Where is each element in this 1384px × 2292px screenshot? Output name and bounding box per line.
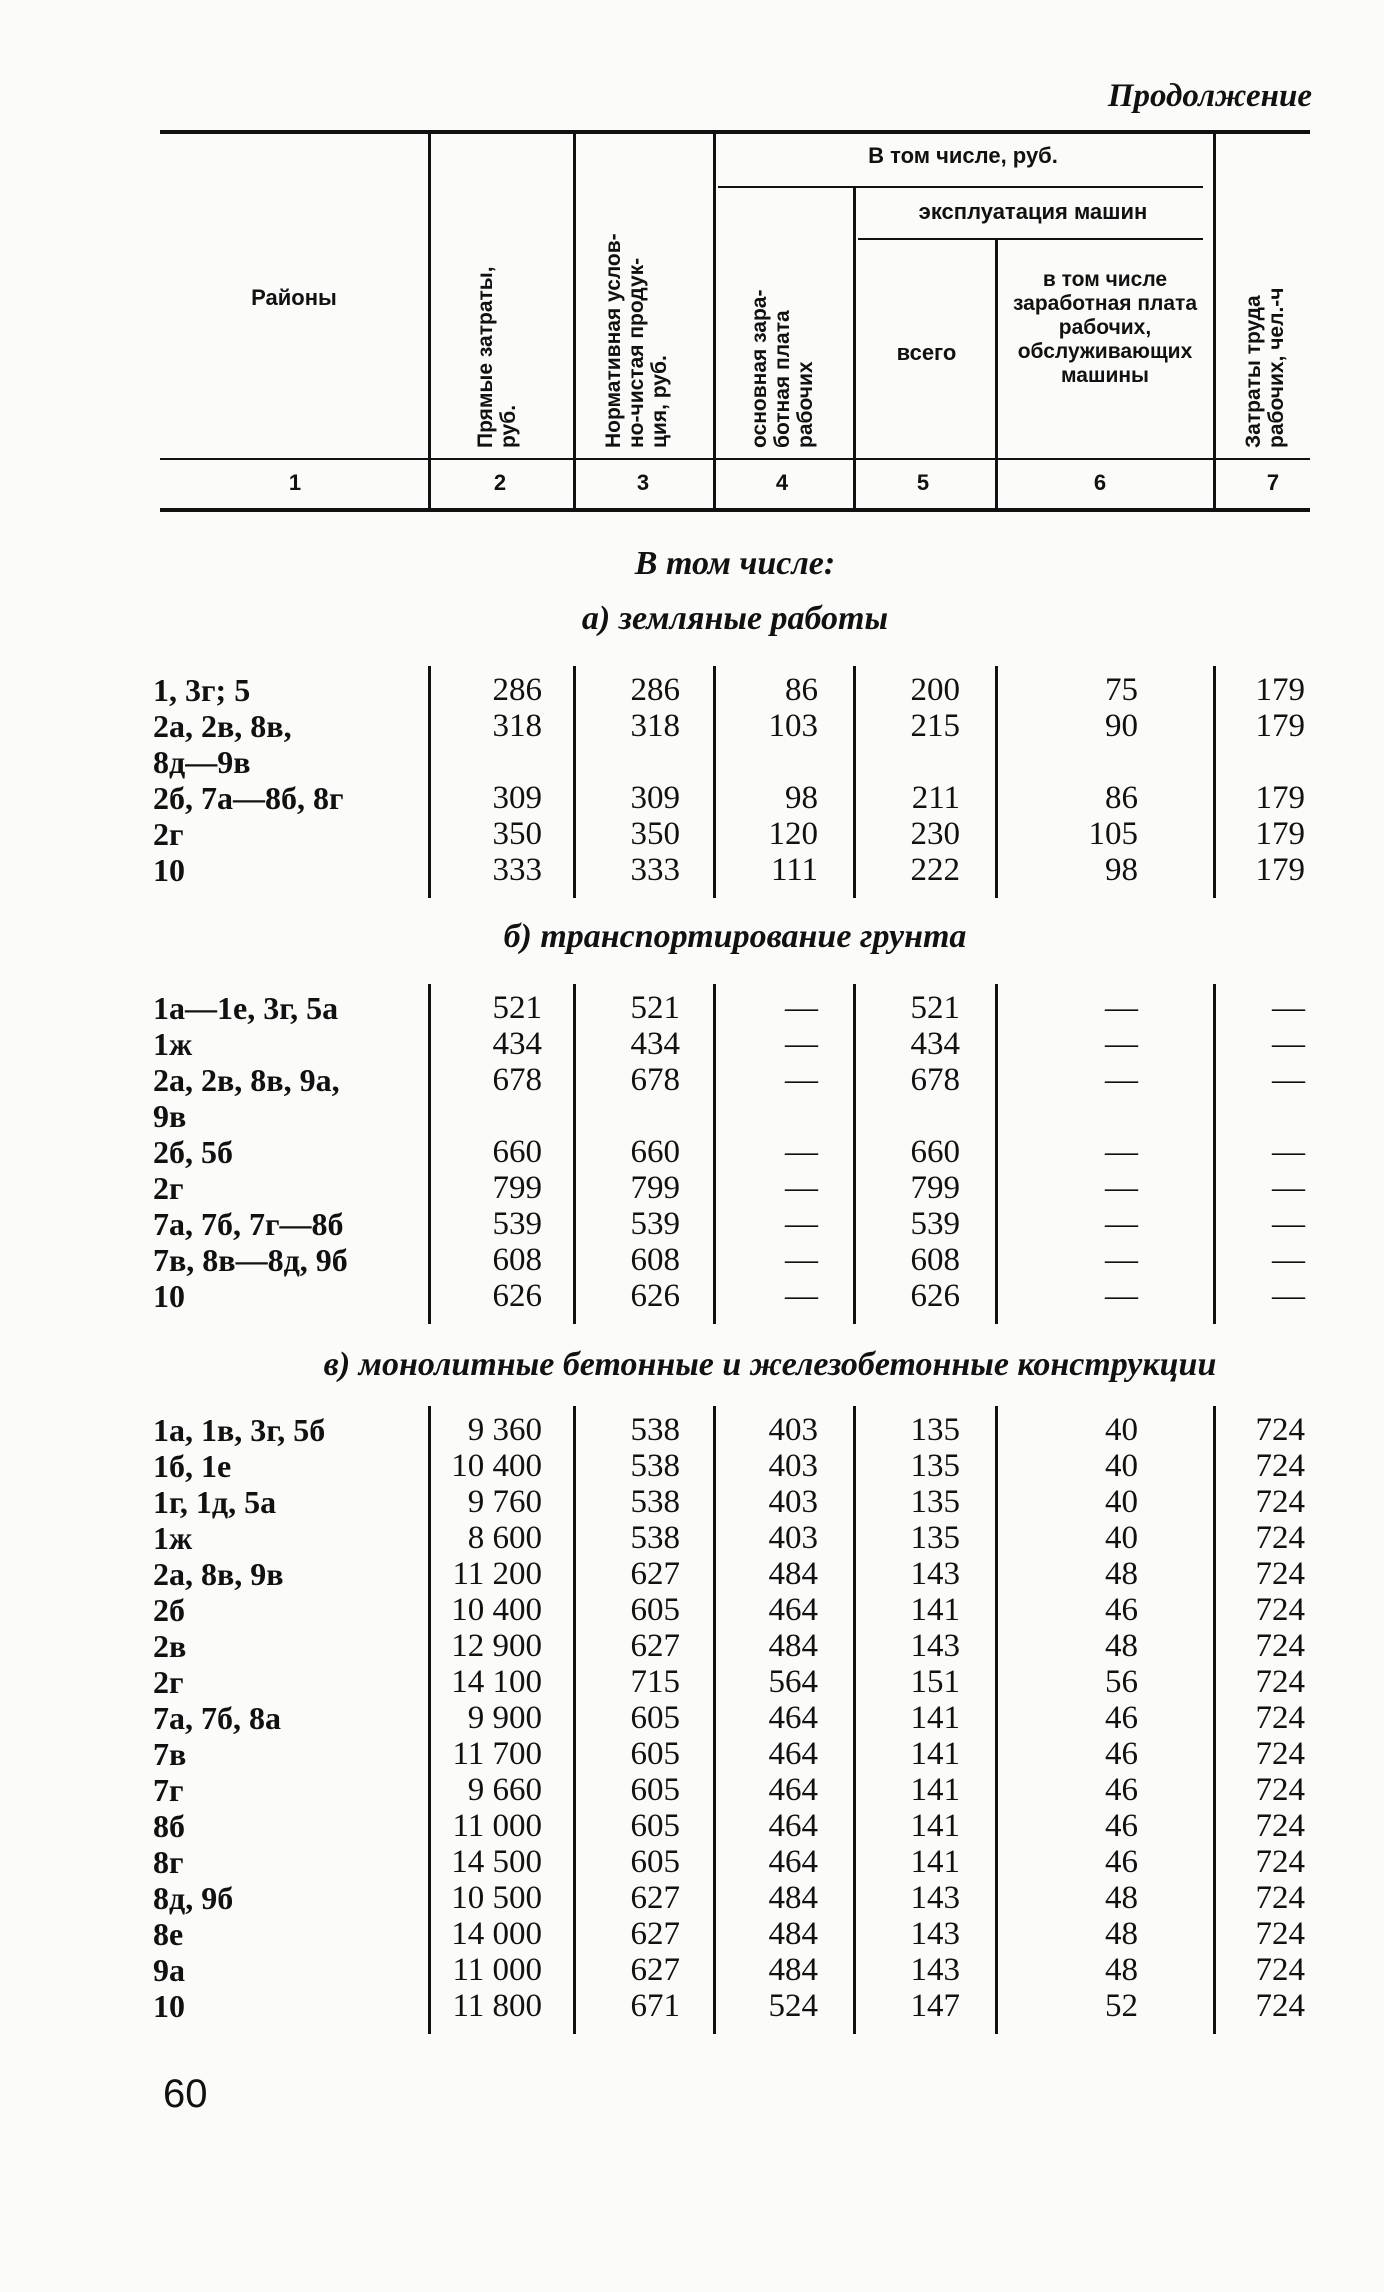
- table-row: [0, 1484, 1384, 1520]
- header-direct-costs: Прямые затраты, руб.: [474, 266, 520, 448]
- header-machine-operation: эксплуатация машин: [918, 199, 1148, 224]
- district-cell: 8д—9в: [153, 744, 251, 780]
- value-cell: 671: [630, 1988, 680, 2024]
- value-cell: 524: [768, 1988, 818, 2024]
- value-cell: 75: [1105, 672, 1138, 708]
- value-cell: 10 400: [451, 1448, 542, 1484]
- header-including-rub: В том числе, руб.: [868, 143, 1058, 168]
- including-label: В том числе:: [634, 545, 836, 582]
- column-number-3: 3: [636, 470, 650, 495]
- table-row: [0, 708, 1384, 744]
- value-cell: 147: [910, 1988, 960, 2024]
- district-cell: 2а, 2в, 8в,: [153, 708, 292, 744]
- value-cell: 724: [1255, 1844, 1305, 1880]
- value-cell: 179: [1255, 780, 1305, 816]
- value-cell: 724: [1255, 1808, 1305, 1844]
- value-cell: 627: [630, 1952, 680, 1988]
- value-cell: 724: [1255, 1448, 1305, 1484]
- table-row: [0, 1772, 1384, 1808]
- value-cell: 40: [1105, 1412, 1138, 1448]
- column-number-4: 4: [775, 470, 789, 495]
- value-cell: 626: [492, 1278, 542, 1314]
- value-cell: 434: [492, 1026, 542, 1062]
- table-row: [0, 1448, 1384, 1484]
- value-cell: —: [785, 1242, 818, 1278]
- value-cell: 464: [768, 1808, 818, 1844]
- value-cell: 86: [1105, 780, 1138, 816]
- value-cell: 141: [910, 1700, 960, 1736]
- district-cell: 2а, 8в, 9в: [153, 1556, 284, 1592]
- value-cell: —: [1272, 1026, 1305, 1062]
- table-row: [0, 672, 1384, 708]
- value-cell: 538: [630, 1448, 680, 1484]
- value-cell: 143: [910, 1916, 960, 1952]
- value-cell: 724: [1255, 1916, 1305, 1952]
- value-cell: 141: [910, 1736, 960, 1772]
- value-cell: —: [1105, 1242, 1138, 1278]
- value-cell: 141: [910, 1592, 960, 1628]
- table-row: [0, 1916, 1384, 1952]
- value-cell: 627: [630, 1628, 680, 1664]
- district-cell: 7а, 7б, 8а: [153, 1700, 281, 1736]
- value-cell: —: [1272, 1062, 1305, 1098]
- district-cell: 8е: [153, 1916, 184, 1952]
- value-cell: 46: [1105, 1700, 1138, 1736]
- table-row: [0, 744, 1384, 780]
- value-cell: 222: [910, 852, 960, 888]
- value-cell: 724: [1255, 1664, 1305, 1700]
- district-cell: 8д, 9б: [153, 1880, 234, 1916]
- value-cell: —: [785, 990, 818, 1026]
- value-cell: 11 800: [452, 1988, 542, 2024]
- value-cell: 538: [630, 1412, 680, 1448]
- value-cell: 230: [910, 816, 960, 852]
- table-row: [0, 1700, 1384, 1736]
- value-cell: 11 200: [452, 1556, 542, 1592]
- table-row: [0, 816, 1384, 852]
- value-cell: 660: [492, 1134, 542, 1170]
- value-cell: 521: [630, 990, 680, 1026]
- value-cell: 40: [1105, 1484, 1138, 1520]
- value-cell: 98: [1105, 852, 1138, 888]
- value-cell: 724: [1255, 1736, 1305, 1772]
- value-cell: 605: [630, 1700, 680, 1736]
- value-cell: 179: [1255, 708, 1305, 744]
- header-vline: [1213, 132, 1216, 508]
- value-cell: 626: [630, 1278, 680, 1314]
- value-cell: 11 000: [452, 1952, 542, 1988]
- value-cell: 48: [1105, 1952, 1138, 1988]
- value-cell: 608: [492, 1242, 542, 1278]
- section-title: б) транспортирование грунта: [503, 918, 967, 955]
- value-cell: 11 700: [452, 1736, 542, 1772]
- header-including-wage-operators: в том числе заработная плата рабочих, обслуживающих машины: [1012, 268, 1198, 387]
- value-cell: —: [1272, 1134, 1305, 1170]
- value-cell: 286: [630, 672, 680, 708]
- value-cell: 724: [1255, 1484, 1305, 1520]
- value-cell: 215: [910, 708, 960, 744]
- value-cell: 9 360: [467, 1412, 542, 1448]
- value-cell: 10 400: [451, 1592, 542, 1628]
- value-cell: 678: [492, 1062, 542, 1098]
- value-cell: 724: [1255, 1988, 1305, 2024]
- value-cell: 103: [768, 708, 818, 744]
- district-cell: 2б: [153, 1592, 185, 1628]
- table-row: [0, 1062, 1384, 1098]
- table-row: [0, 852, 1384, 888]
- value-cell: 715: [630, 1664, 680, 1700]
- value-cell: —: [785, 1134, 818, 1170]
- value-cell: —: [1272, 1242, 1305, 1278]
- value-cell: 605: [630, 1592, 680, 1628]
- value-cell: 799: [630, 1170, 680, 1206]
- value-cell: 179: [1255, 852, 1305, 888]
- value-cell: 724: [1255, 1592, 1305, 1628]
- value-cell: —: [1105, 1026, 1138, 1062]
- value-cell: 48: [1105, 1880, 1138, 1916]
- value-cell: 143: [910, 1952, 960, 1988]
- value-cell: 605: [630, 1772, 680, 1808]
- column-number-6: 6: [1093, 470, 1107, 495]
- value-cell: 660: [630, 1134, 680, 1170]
- section-title: а) земляные работы: [581, 600, 889, 637]
- district-cell: 9а: [153, 1952, 185, 1988]
- value-cell: 333: [492, 852, 542, 888]
- value-cell: 350: [492, 816, 542, 852]
- value-cell: 14 000: [451, 1916, 542, 1952]
- value-cell: 484: [768, 1628, 818, 1664]
- value-cell: 350: [630, 816, 680, 852]
- value-cell: 9 760: [467, 1484, 542, 1520]
- value-cell: 318: [630, 708, 680, 744]
- value-cell: 179: [1255, 816, 1305, 852]
- value-cell: 608: [630, 1242, 680, 1278]
- header-vline: [853, 188, 856, 508]
- district-cell: 2г: [153, 816, 184, 852]
- value-cell: 484: [768, 1916, 818, 1952]
- value-cell: 539: [910, 1206, 960, 1242]
- district-cell: 7а, 7б, 7г—8б: [153, 1206, 344, 1242]
- page-number: 60: [163, 2072, 208, 2116]
- value-cell: 484: [768, 1880, 818, 1916]
- value-cell: —: [1105, 990, 1138, 1026]
- value-cell: 141: [910, 1772, 960, 1808]
- value-cell: 660: [910, 1134, 960, 1170]
- value-cell: 724: [1255, 1520, 1305, 1556]
- header-vline: [573, 132, 576, 508]
- district-cell: 10: [153, 1278, 185, 1314]
- table-row: [0, 1880, 1384, 1916]
- value-cell: 9 660: [467, 1772, 542, 1808]
- header-normative-net-product: Нормативная услов- но-чистая продук- ция, руб.: [602, 233, 671, 448]
- header-vline: [713, 132, 716, 508]
- value-cell: 484: [768, 1952, 818, 1988]
- value-cell: 86: [785, 672, 818, 708]
- value-cell: 605: [630, 1736, 680, 1772]
- table-row: [0, 1520, 1384, 1556]
- district-cell: 2в: [153, 1628, 187, 1664]
- district-cell: 2г: [153, 1664, 184, 1700]
- value-cell: —: [785, 1278, 818, 1314]
- value-cell: 403: [768, 1412, 818, 1448]
- district-cell: 7в: [153, 1736, 187, 1772]
- value-cell: 799: [492, 1170, 542, 1206]
- value-cell: 724: [1255, 1700, 1305, 1736]
- value-cell: 143: [910, 1880, 960, 1916]
- table-row: [0, 1628, 1384, 1664]
- district-cell: 1а—1е, 3г, 5а: [153, 990, 339, 1026]
- value-cell: —: [785, 1170, 818, 1206]
- value-cell: 98: [785, 780, 818, 816]
- value-cell: —: [1105, 1170, 1138, 1206]
- value-cell: 434: [910, 1026, 960, 1062]
- district-cell: 1а, 1в, 3г, 5б: [153, 1412, 326, 1448]
- value-cell: 48: [1105, 1556, 1138, 1592]
- value-cell: 626: [910, 1278, 960, 1314]
- value-cell: 309: [492, 780, 542, 816]
- value-cell: 484: [768, 1556, 818, 1592]
- value-cell: 521: [910, 990, 960, 1026]
- table-row: [0, 1664, 1384, 1700]
- district-cell: 2г: [153, 1170, 184, 1206]
- value-cell: 608: [910, 1242, 960, 1278]
- district-cell: 10: [153, 852, 185, 888]
- column-number-1: 1: [288, 470, 302, 495]
- value-cell: 605: [630, 1808, 680, 1844]
- value-cell: 464: [768, 1772, 818, 1808]
- value-cell: 724: [1255, 1772, 1305, 1808]
- value-cell: 403: [768, 1520, 818, 1556]
- value-cell: 464: [768, 1736, 818, 1772]
- continuation-label: Продолжение: [1107, 78, 1312, 114]
- district-cell: 2а, 2в, 8в, 9а,: [153, 1062, 340, 1098]
- value-cell: 40: [1105, 1448, 1138, 1484]
- value-cell: 111: [770, 852, 818, 888]
- value-cell: 678: [910, 1062, 960, 1098]
- header-subrule-machines: [858, 238, 1203, 240]
- district-cell: 2б, 5б: [153, 1134, 233, 1170]
- table-row: [0, 1412, 1384, 1448]
- value-cell: 135: [910, 1520, 960, 1556]
- table-row: [0, 990, 1384, 1026]
- value-cell: 627: [630, 1556, 680, 1592]
- value-cell: —: [1272, 1206, 1305, 1242]
- value-cell: —: [1272, 1278, 1305, 1314]
- value-cell: 539: [492, 1206, 542, 1242]
- table-row: [0, 1556, 1384, 1592]
- value-cell: 605: [630, 1844, 680, 1880]
- value-cell: 46: [1105, 1844, 1138, 1880]
- district-cell: 7в, 8в—8д, 9б: [153, 1242, 348, 1278]
- value-cell: —: [1105, 1206, 1138, 1242]
- table-row: [0, 1988, 1384, 2024]
- value-cell: 539: [630, 1206, 680, 1242]
- value-cell: 286: [492, 672, 542, 708]
- value-cell: 309: [630, 780, 680, 816]
- header-labor-costs: Затраты труда рабочих, чел.-ч: [1242, 287, 1288, 448]
- column-number-5: 5: [916, 470, 930, 495]
- table-row: [0, 1170, 1384, 1206]
- district-cell: 1, 3г; 5: [153, 672, 251, 708]
- value-cell: 333: [630, 852, 680, 888]
- value-cell: 46: [1105, 1592, 1138, 1628]
- table-row: [0, 1026, 1384, 1062]
- header-total: всего: [896, 340, 957, 365]
- header-base-wage: основная зара- ботная плата рабочих: [748, 289, 817, 448]
- district-cell: 1б, 1е: [153, 1448, 232, 1484]
- value-cell: 464: [768, 1700, 818, 1736]
- value-cell: 627: [630, 1880, 680, 1916]
- value-cell: —: [785, 1062, 818, 1098]
- value-cell: 724: [1255, 1412, 1305, 1448]
- table-row: [0, 780, 1384, 816]
- value-cell: 403: [768, 1484, 818, 1520]
- value-cell: —: [785, 1026, 818, 1062]
- value-cell: 56: [1105, 1664, 1138, 1700]
- value-cell: —: [1105, 1134, 1138, 1170]
- value-cell: 521: [492, 990, 542, 1026]
- value-cell: 46: [1105, 1736, 1138, 1772]
- value-cell: 724: [1255, 1556, 1305, 1592]
- value-cell: 143: [910, 1556, 960, 1592]
- value-cell: 14 100: [451, 1664, 542, 1700]
- table-row: [0, 1098, 1384, 1134]
- header-districts: Районы: [251, 285, 337, 310]
- district-cell: 7г: [153, 1772, 184, 1808]
- column-number-bottom-rule: [160, 508, 1310, 512]
- value-cell: 120: [768, 816, 818, 852]
- value-cell: 143: [910, 1628, 960, 1664]
- value-cell: 141: [910, 1808, 960, 1844]
- district-cell: 8б: [153, 1808, 185, 1844]
- value-cell: 46: [1105, 1772, 1138, 1808]
- district-cell: 9в: [153, 1098, 187, 1134]
- value-cell: 538: [630, 1520, 680, 1556]
- value-cell: 403: [768, 1448, 818, 1484]
- value-cell: 141: [910, 1844, 960, 1880]
- value-cell: 538: [630, 1484, 680, 1520]
- value-cell: 105: [1088, 816, 1138, 852]
- table-row: [0, 1952, 1384, 1988]
- value-cell: 200: [910, 672, 960, 708]
- value-cell: 179: [1255, 672, 1305, 708]
- table-row: [0, 1736, 1384, 1772]
- value-cell: —: [1105, 1278, 1138, 1314]
- value-cell: 135: [910, 1484, 960, 1520]
- value-cell: 318: [492, 708, 542, 744]
- value-cell: 434: [630, 1026, 680, 1062]
- header-subrule-including: [718, 186, 1203, 188]
- value-cell: 90: [1105, 708, 1138, 744]
- header-vline: [428, 132, 431, 508]
- table-top-rule: [160, 130, 1310, 134]
- header-vline: [995, 240, 998, 508]
- table-row: [0, 1134, 1384, 1170]
- value-cell: 724: [1255, 1952, 1305, 1988]
- value-cell: 724: [1255, 1880, 1305, 1916]
- value-cell: 135: [910, 1448, 960, 1484]
- value-cell: 724: [1255, 1628, 1305, 1664]
- value-cell: 10 500: [451, 1880, 542, 1916]
- table-row: [0, 1844, 1384, 1880]
- value-cell: —: [1272, 990, 1305, 1026]
- header-bottom-rule: [160, 458, 1310, 460]
- value-cell: 12 900: [451, 1628, 542, 1664]
- value-cell: 799: [910, 1170, 960, 1206]
- value-cell: 135: [910, 1412, 960, 1448]
- value-cell: 8 600: [467, 1520, 542, 1556]
- value-cell: 9 900: [467, 1700, 542, 1736]
- section-title: в) монолитные бетонные и железобетонные конструкции: [323, 1346, 1217, 1383]
- value-cell: 627: [630, 1916, 680, 1952]
- value-cell: —: [785, 1206, 818, 1242]
- value-cell: 40: [1105, 1520, 1138, 1556]
- district-cell: 2б, 7а—8б, 8г: [153, 780, 344, 816]
- value-cell: 678: [630, 1062, 680, 1098]
- value-cell: 46: [1105, 1808, 1138, 1844]
- value-cell: 52: [1105, 1988, 1138, 2024]
- value-cell: —: [1105, 1062, 1138, 1098]
- table-row: [0, 1592, 1384, 1628]
- district-cell: 1ж: [153, 1520, 193, 1556]
- value-cell: 48: [1105, 1916, 1138, 1952]
- value-cell: 564: [768, 1664, 818, 1700]
- district-cell: 1ж: [153, 1026, 193, 1062]
- district-cell: 10: [153, 1988, 185, 2024]
- value-cell: 151: [910, 1664, 960, 1700]
- value-cell: 11 000: [452, 1808, 542, 1844]
- value-cell: 464: [768, 1592, 818, 1628]
- value-cell: —: [1272, 1170, 1305, 1206]
- table-row: [0, 1808, 1384, 1844]
- district-cell: 1г, 1д, 5а: [153, 1484, 277, 1520]
- table-row: [0, 1278, 1384, 1314]
- value-cell: 211: [911, 780, 960, 816]
- district-cell: 8г: [153, 1844, 184, 1880]
- value-cell: 48: [1105, 1628, 1138, 1664]
- table-row: [0, 1242, 1384, 1278]
- table-row: [0, 1206, 1384, 1242]
- column-number-2: 2: [493, 470, 507, 495]
- value-cell: 14 500: [451, 1844, 542, 1880]
- value-cell: 464: [768, 1844, 818, 1880]
- column-number-7: 7: [1266, 470, 1280, 495]
